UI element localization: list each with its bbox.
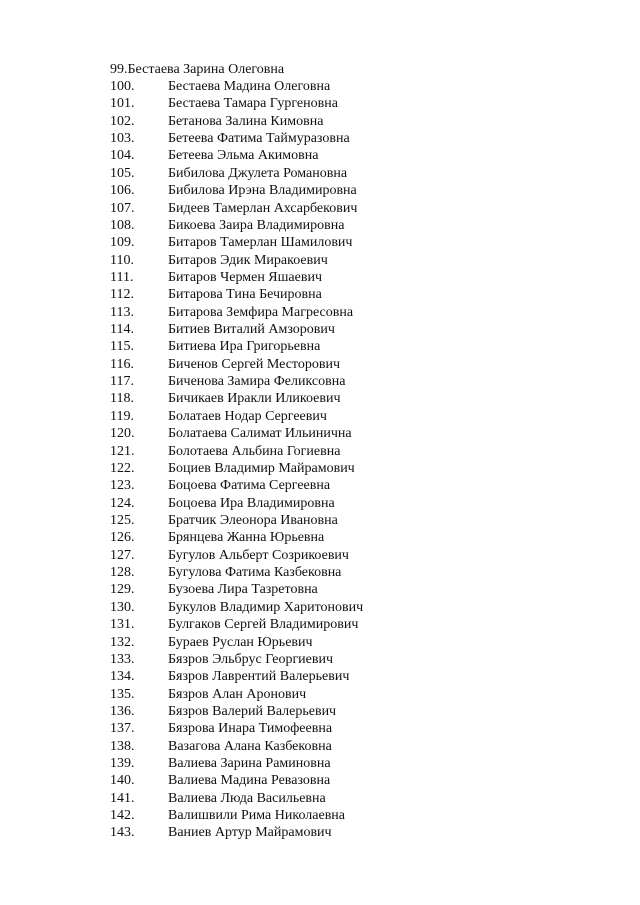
- list-item-number: 126.: [110, 530, 135, 546]
- list-item-number: 124.: [110, 495, 135, 511]
- list-item-number: 125.: [110, 512, 135, 528]
- list-item-name: Вазагова Алана Казбековна: [168, 738, 332, 754]
- list-item-number: 140.: [110, 773, 135, 789]
- list-item: [110, 495, 530, 512]
- list-item-name: Боциев Владимир Майрамович: [168, 460, 355, 476]
- list-item-number: 143.: [110, 825, 135, 841]
- list-item-number: 136.: [110, 703, 135, 719]
- list-item: [110, 130, 530, 147]
- list-item: [110, 321, 530, 338]
- list-item: [110, 356, 530, 373]
- list-item: [110, 686, 530, 703]
- list-item-number: 105.: [110, 165, 135, 181]
- list-item: [110, 547, 530, 564]
- list-item-name: Бикоева Заира Владимировна: [168, 217, 345, 233]
- list-item-number: 111.: [110, 269, 134, 285]
- list-item: [110, 634, 530, 651]
- name-list: [110, 78, 530, 842]
- list-item-name: Бугулова Фатима Казбековна: [168, 565, 342, 581]
- list-item: [110, 113, 530, 130]
- list-item-name: Битаров Тамерлан Шамилович: [168, 235, 353, 251]
- list-item-number: 142.: [110, 808, 135, 824]
- list-item-name: Боцоева Ира Владимировна: [168, 495, 335, 511]
- list-item-name: Бестаева Тамара Гургеновна: [168, 96, 338, 112]
- list-item: [110, 599, 530, 616]
- list-item-name: Бязров Алан Аронович: [168, 686, 307, 702]
- list-item: [110, 443, 530, 460]
- list-item-number: 118.: [110, 391, 134, 407]
- list-item-number: 120.: [110, 426, 135, 442]
- list-item: [110, 78, 530, 95]
- list-item-number: 129.: [110, 582, 135, 598]
- list-item-name: Братчик Элеонора Ивановна: [168, 512, 338, 528]
- list-item: [110, 182, 530, 199]
- list-item: [110, 581, 530, 598]
- list-item: [110, 616, 530, 633]
- list-item-number: 107.: [110, 200, 135, 216]
- list-item: [110, 807, 530, 824]
- list-item-name: Бибилова Ирэна Владимировна: [168, 183, 357, 199]
- list-item-name: Битиева Ира Григорьевна: [168, 339, 321, 355]
- list-item-name: Бетеева Фатима Таймуразовна: [168, 131, 350, 147]
- list-item: [110, 373, 530, 390]
- list-item-number: 110.: [110, 252, 134, 268]
- list-item-name: Биченова Замира Феликсовна: [168, 374, 346, 390]
- list-item-name: Букулов Владимир Харитонович: [168, 599, 364, 615]
- list-item-name: Бязров Лаврентий Валерьевич: [168, 669, 350, 685]
- list-item-name: Бузоева Лира Тазретовна: [168, 582, 318, 598]
- list-item: [110, 425, 530, 442]
- list-item-name: Бестаева Мадина Олеговна: [168, 79, 331, 94]
- list-item: [110, 790, 530, 807]
- list-item-number: 104.: [110, 148, 135, 164]
- list-item: [110, 304, 530, 321]
- list-item-name: Валишвили Рима Николаевна: [168, 808, 346, 824]
- list-item-number: 109.: [110, 235, 135, 251]
- list-item-name: Битаров Чермен Яшаевич: [168, 269, 322, 285]
- list-item-name: Болатаева Салимат Ильинична: [168, 426, 352, 442]
- list-item: [110, 772, 530, 789]
- list-item: [110, 512, 530, 529]
- list-item: [110, 390, 530, 407]
- list-item-number: 131.: [110, 617, 135, 633]
- list-item-name: Ваниев Артур Майрамович: [168, 825, 332, 841]
- list-item-name: Бетеева Эльма Акимовна: [168, 148, 319, 164]
- list-item: [110, 564, 530, 581]
- list-item: [110, 738, 530, 755]
- list-item-number: 128.: [110, 565, 135, 581]
- list-item-name: Валиева Люда Васильевна: [168, 790, 326, 806]
- list-item: [110, 408, 530, 425]
- list-item-name: Бичикаев Иракли Иликоевич: [168, 391, 341, 407]
- list-item: [110, 651, 530, 668]
- list-item-number: 115.: [110, 339, 134, 355]
- list-item-name: Бураев Руслан Юрьевич: [168, 634, 313, 650]
- list-item: [110, 668, 530, 685]
- list-item-name: Валиева Зарина Раминовна: [168, 756, 331, 772]
- list-item-number: 112.: [110, 287, 134, 303]
- list-item: [110, 252, 530, 269]
- list-item-number: 117.: [110, 374, 134, 390]
- list-item-number: 113.: [110, 304, 134, 320]
- list-item-name: Боцоева Фатима Сергеевна: [168, 478, 331, 494]
- list-item: [110, 720, 530, 737]
- list-item-name: Бязрова Инара Тимофеевна: [168, 721, 333, 737]
- list-item-name: Бибилова Джулета Романовна: [168, 165, 348, 181]
- list-item-name: Битаров Эдик Миракоевич: [168, 252, 328, 268]
- list-item-number: 132.: [110, 634, 135, 650]
- list-first-entry: 99.Бестаева Зарина Олеговна: [110, 62, 285, 77]
- list-item-name: Валиева Мадина Ревазовна: [168, 773, 331, 789]
- list-item-number: 123.: [110, 478, 135, 494]
- list-item-number: 130.: [110, 599, 135, 615]
- list-item-number: 137.: [110, 721, 135, 737]
- list-item-name: Бязров Валерий Валерьевич: [168, 703, 337, 719]
- list-item: [110, 338, 530, 355]
- list-item-number: 114.: [110, 322, 134, 338]
- list-item: [110, 95, 530, 112]
- list-item-name: Битиев Виталий Амзорович: [168, 322, 335, 338]
- list-item: [110, 703, 530, 720]
- list-item-number: 122.: [110, 460, 135, 476]
- list-item-name: Биченов Сергей Месторович: [168, 356, 340, 372]
- list-item-name: Бязров Эльбрус Георгиевич: [168, 651, 334, 667]
- list-item-number: 100.: [110, 79, 135, 94]
- list-item: [110, 165, 530, 182]
- list-item-name: Бидеев Тамерлан Ахсарбекович: [168, 200, 358, 216]
- list-item: [110, 460, 530, 477]
- list-item-name: Булгаков Сергей Владимирович: [168, 617, 359, 633]
- list-item-number: 108.: [110, 217, 135, 233]
- list-item-number: 141.: [110, 790, 135, 806]
- list-item: [110, 529, 530, 546]
- list-item-name: Бугулов Альберт Созрикоевич: [168, 547, 349, 563]
- list-item: [110, 477, 530, 494]
- list-item: [110, 234, 530, 251]
- list-item-number: 106.: [110, 183, 135, 199]
- list-item: [110, 286, 530, 303]
- list-item-number: 102.: [110, 113, 135, 129]
- list-item: [110, 755, 530, 772]
- list-item-number: 133.: [110, 651, 135, 667]
- list-item-number: 119.: [110, 408, 134, 424]
- list-item-name: Болатаев Нодар Сергеевич: [168, 408, 327, 424]
- list-item-number: 134.: [110, 669, 135, 685]
- list-item-name: Болотаева Альбина Гогиевна: [168, 443, 341, 459]
- list-item-name: Брянцева Жанна Юрьевна: [168, 530, 325, 546]
- list-item-name: Битарова Тина Бечировна: [168, 287, 322, 303]
- list-item: [110, 824, 530, 841]
- list-item-number: 121.: [110, 443, 135, 459]
- list-item-number: 127.: [110, 547, 135, 563]
- list-item-number: 101.: [110, 96, 135, 112]
- list-item: [110, 217, 530, 234]
- list-item-number: 138.: [110, 738, 135, 754]
- list-item-number: 135.: [110, 686, 135, 702]
- list-item-name: Битарова Земфира Магресовна: [168, 304, 354, 320]
- list-item-number: 139.: [110, 756, 135, 772]
- list-item-number: 103.: [110, 131, 135, 147]
- list-item-name: Бетанова Залина Кимовна: [168, 113, 324, 129]
- list-item: [110, 269, 530, 286]
- list-item-number: 116.: [110, 356, 134, 372]
- list-item: [110, 147, 530, 164]
- list-item: [110, 200, 530, 217]
